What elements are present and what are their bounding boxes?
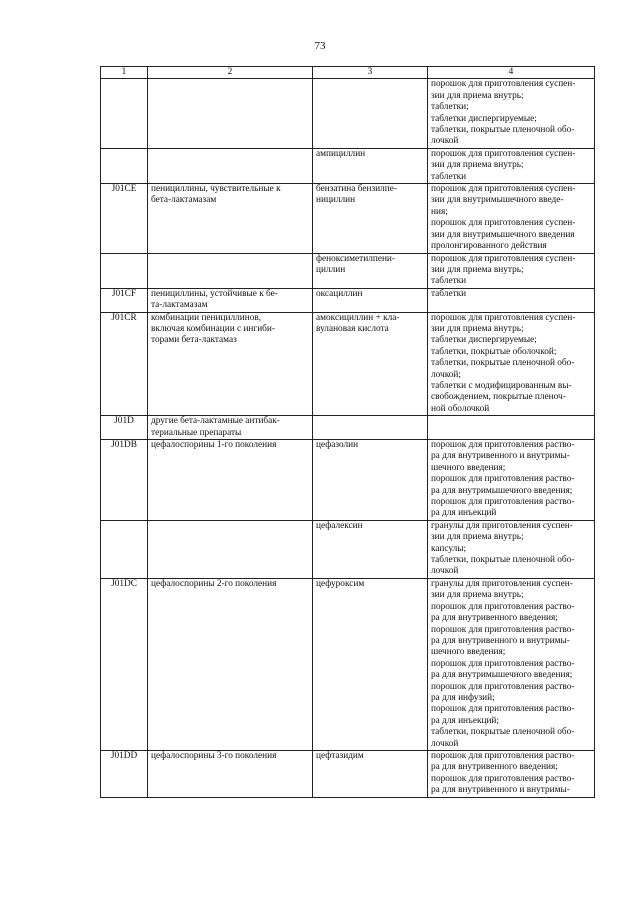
table-row (101, 148, 595, 183)
table-row (101, 312, 595, 416)
pharmacological-group-cell: цефалоспорины 1-го поколения (148, 440, 313, 521)
pharmacological-group-cell: другие бета-лактамные антибак- териальные препараты (148, 416, 313, 440)
table-row (101, 288, 595, 312)
dosage-form-item: таблетки, покрытые пленочной обо- лочкой (431, 555, 575, 577)
table-row (101, 253, 595, 288)
table-row (101, 520, 595, 578)
dosage-form-item: порошок для приготовления раство- ра для внутримышечного введения; (431, 474, 575, 496)
dosage-forms-cell (428, 440, 595, 521)
atc-code-cell: J01DB (101, 440, 148, 521)
drug-name-cell: цефазолин (313, 440, 428, 521)
dosage-forms-cell (428, 312, 595, 416)
pharmacological-group-cell (148, 79, 313, 148)
table-body (101, 79, 595, 797)
dosage-forms-cell (428, 750, 595, 797)
pharmacological-group-cell: пенициллины, устойчивые к бе- та-лактамазам (148, 288, 313, 312)
drug-table (100, 66, 595, 798)
pharmacological-group-cell: пенициллины, чувствительные к бета-лактамазам (148, 184, 313, 253)
drug-name-cell: бензатина бензилпе- нициллин (313, 184, 428, 253)
dosage-form-item: таблетки, покрытые пленочной обо- лочкой (431, 727, 575, 749)
dosage-form-item: порошок для приготовления раство- ра для внутривенного и внутримы- шечного введения; (431, 624, 575, 658)
drug-name-cell: феноксиметилпени- циллин (313, 253, 428, 288)
dosage-form-item: таблетки с модифицированным вы- свобождением, покрытые пленоч- ной оболочкой (431, 380, 572, 414)
atc-code-cell (101, 253, 148, 288)
drug-name-cell: оксациллин (313, 288, 428, 312)
dosage-form-item: порошок для приготовления суспен- зии для внутримышечного введе- ния; (431, 184, 576, 217)
dosage-form-item: порошок для приготовления раство- ра для внутримышечного введения; (431, 658, 575, 681)
dosage-forms-cell (428, 253, 595, 288)
column-header-4: 4 (428, 67, 595, 79)
dosage-form-item: таблетки (431, 288, 467, 299)
dosage-form-item: таблетки диспергируемые; (431, 335, 537, 346)
dosage-form-item: порошок для приготовления раство- ра для внутривенного и внутримы- (431, 773, 575, 796)
atc-code-cell: J01CE (101, 184, 148, 253)
table-row (101, 184, 595, 253)
atc-code-cell: J01CR (101, 312, 148, 416)
dosage-forms-cell (428, 288, 595, 312)
dosage-form-item: гранулы для приготовления суспен- зии для приема внутрь; (431, 578, 573, 601)
atc-code-cell (101, 520, 148, 578)
dosage-forms-cell (428, 578, 595, 750)
dosage-form-item: порошок для приготовления раство- ра для инъекций; (431, 704, 575, 726)
table-header-row (101, 67, 595, 79)
dosage-form-item: таблетки; (431, 102, 469, 113)
dosage-form-item: таблетки (431, 276, 467, 287)
atc-code-cell (101, 148, 148, 183)
dosage-form-item: таблетки, покрытые пленочной обо- лочкой (431, 125, 575, 147)
page-number: 73 (314, 40, 326, 52)
dosage-forms-cell (428, 184, 595, 253)
atc-code-cell: J01D (101, 416, 148, 440)
drug-name-cell (313, 416, 428, 440)
dosage-forms-cell (428, 520, 595, 578)
dosage-forms-cell (428, 79, 595, 148)
pharmacological-group-cell: комбинации пенициллинов, включая комбинации с ингиби- торами бета-лактамаз (148, 312, 313, 416)
column-header-2: 2 (148, 67, 313, 79)
table-row (101, 578, 595, 750)
dosage-form-item: порошок для приготовления раство- ра для инфузий; (431, 681, 575, 703)
column-header-1: 1 (101, 67, 148, 79)
dosage-form-item: порошок для приготовления раство- ра для инъекций (431, 497, 575, 519)
table-row (101, 440, 595, 521)
table-row (101, 750, 595, 797)
dosage-forms-cell (428, 148, 595, 183)
dosage-form-item: таблетки, покрытые оболочкой; (431, 346, 557, 357)
dosage-form-item: гранулы для приготовления суспен- зии для приема внутрь; (431, 520, 573, 543)
column-header-3: 3 (313, 67, 428, 79)
dosage-form-item: порошок для приготовления суспен- зии для внутримышечного введения пролонгированного действия (431, 218, 576, 252)
dosage-form-item: порошок для приготовления суспен- зии для приема внутрь; (431, 148, 576, 171)
dosage-form-item: порошок для приготовления раство- ра для внутривенного введения; (431, 601, 575, 624)
dosage-form-item: таблетки, покрытые пленочной обо- лочкой; (431, 358, 575, 380)
drug-name-cell: амоксициллин + кла- вулановая кислота (313, 312, 428, 416)
atc-code-cell: J01CF (101, 288, 148, 312)
pharmacological-group-cell (148, 520, 313, 578)
dosage-form-item: порошок для приготовления раство- ра для внутривенного введения; (431, 750, 575, 773)
dosage-form-item: таблетки (431, 171, 467, 182)
drug-name-cell (313, 79, 428, 148)
atc-code-cell: J01DC (101, 578, 148, 750)
table-row (101, 79, 595, 148)
pharmacological-group-cell (148, 253, 313, 288)
dosage-form-item: порошок для приготовления раство- ра для внутривенного и внутримы- шечного введения; (431, 440, 575, 473)
dosage-form-item: порошок для приготовления суспен- зии для приема внутрь; (431, 253, 576, 275)
dosage-form-item: порошок для приготовления суспен- зии для приема внутрь; (431, 79, 576, 101)
pharmacological-group-cell: цефалоспорины 3-го поколения (148, 750, 313, 797)
atc-code-cell (101, 79, 148, 148)
drug-name-cell: цефтазидим (313, 750, 428, 797)
dosage-form-item: капсулы; (431, 543, 467, 554)
pharmacological-group-cell (148, 148, 313, 183)
dosage-forms-cell (428, 416, 595, 440)
drug-name-cell: цефуроксим (313, 578, 428, 750)
drug-name-cell: цефалексин (313, 520, 428, 578)
drug-name-cell: ампициллин (313, 148, 428, 183)
table-row (101, 416, 595, 440)
atc-code-cell: J01DD (101, 750, 148, 797)
dosage-form-item: порошок для приготовления суспен- зии для приема внутрь; (431, 312, 576, 334)
pharmacological-group-cell: цефалоспорины 2-го поколения (148, 578, 313, 750)
dosage-form-item: таблетки диспергируемые; (431, 113, 537, 124)
